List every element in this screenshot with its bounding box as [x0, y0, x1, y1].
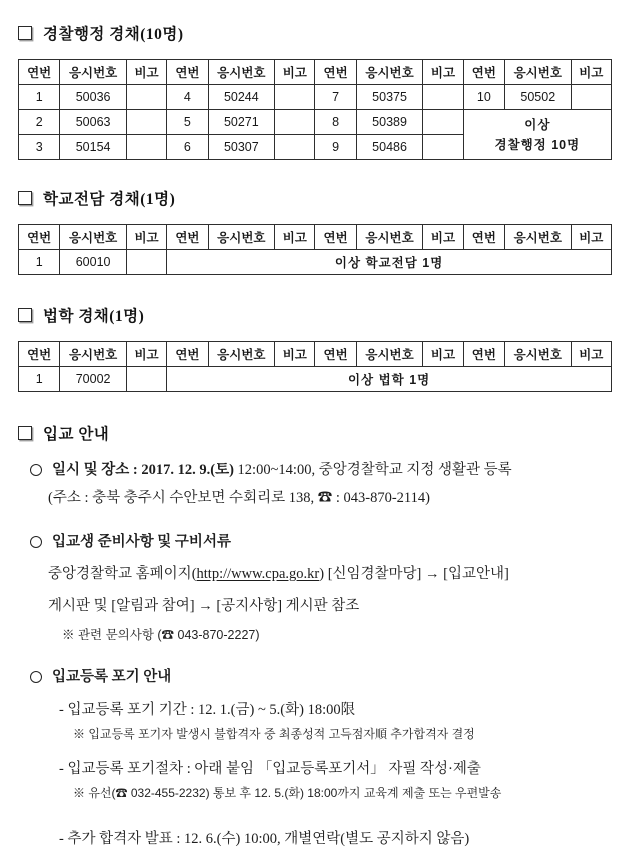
header-cell: 연번	[463, 225, 504, 250]
table-header-row	[19, 60, 612, 85]
header-cell: 응시번호	[60, 60, 127, 85]
cell: 50271	[208, 110, 275, 135]
table-row	[19, 110, 612, 135]
withdraw-heading-line	[30, 667, 629, 687]
cell	[126, 367, 166, 392]
table-summary-cell: 이상 법학 1명	[167, 367, 612, 392]
cell	[275, 110, 315, 135]
cell: 50486	[356, 135, 423, 160]
prep-board-line: 게시판 및 [알림과 참여] → [공지사항] 게시판 참조	[48, 598, 360, 614]
prep-contact-note: ※ 관련 문의사항 (☎ 043-870-2227)	[62, 628, 260, 642]
header-cell: 연번	[463, 60, 504, 85]
section-title-law	[18, 304, 629, 326]
datetime-location-line	[30, 460, 629, 480]
table-summary-cell	[463, 110, 611, 160]
header-cell: 연번	[19, 225, 60, 250]
cell	[275, 85, 315, 110]
header-cell: 연번	[19, 342, 60, 367]
header-cell: 응시번호	[505, 60, 572, 85]
cell	[423, 85, 463, 110]
cell: 50036	[60, 85, 127, 110]
section-title-admission	[18, 422, 629, 444]
address-line: (주소 : 충북 충주시 수안보면 수회리로 138, ☎ : 043-870-2114)	[48, 490, 430, 506]
cell: 50063	[60, 110, 127, 135]
header-cell: 비고	[571, 225, 611, 250]
withdraw-period-note: ※ 입교등록 포기자 발생시 불합격자 중 최종성적 고득점자順 추가합격자 결정	[73, 727, 475, 741]
header-cell: 응시번호	[60, 225, 127, 250]
cell: 10	[463, 85, 504, 110]
cell: 6	[167, 135, 208, 160]
header-cell: 비고	[571, 60, 611, 85]
withdraw-period-line: - 입교등록 포기 기간 : 12. 1.(금) ~ 5.(화) 18:00限	[59, 702, 356, 718]
cell: 50502	[505, 85, 572, 110]
additional-pass-line: - 추가 합격자 발표 : 12. 6.(수) 10:00, 개별연락(별도 공지하지 않음)	[59, 831, 470, 847]
header-cell: 연번	[463, 342, 504, 367]
table-row	[19, 367, 612, 392]
cell: 50389	[356, 110, 423, 135]
table-header-row	[19, 225, 612, 250]
header-cell: 응시번호	[60, 342, 127, 367]
header-cell: 응시번호	[208, 60, 275, 85]
header-cell: 비고	[126, 342, 166, 367]
cell: 50244	[208, 85, 275, 110]
header-cell: 비고	[126, 60, 166, 85]
cell	[423, 110, 463, 135]
section-title-text: 학교전담 경채(1명)	[43, 191, 176, 208]
summary-line-2: 경찰행정 10명	[494, 137, 581, 152]
cell	[126, 110, 166, 135]
datetime-text	[52, 460, 512, 480]
cell	[126, 85, 166, 110]
website-url-link[interactable]: http://www.cpa.go.kr	[196, 566, 320, 582]
header-cell: 응시번호	[356, 342, 423, 367]
cell	[423, 135, 463, 160]
header-cell: 비고	[275, 342, 315, 367]
section-title-text: 경찰행정 경채(10명)	[43, 26, 184, 43]
table-summary-cell: 이상 학교전담 1명	[167, 250, 612, 275]
header-cell: 연번	[167, 342, 208, 367]
police-admin-table	[18, 59, 612, 160]
header-cell: 응시번호	[356, 60, 423, 85]
cell: 4	[167, 85, 208, 110]
cell: 5	[167, 110, 208, 135]
section-title-police-admin	[18, 22, 629, 44]
cell	[275, 135, 315, 160]
cell	[126, 135, 166, 160]
square-bullet-icon	[18, 26, 32, 40]
cell: 50375	[356, 85, 423, 110]
datetime-rest: 12:00~14:00, 중앙경찰학교 지정 생활관 등록	[233, 462, 512, 478]
cell: 2	[19, 110, 60, 135]
circle-bullet-icon	[30, 671, 42, 683]
datetime-date: 2017. 12. 9.(토)	[141, 462, 234, 478]
cell: 8	[315, 110, 356, 135]
header-cell: 연번	[315, 60, 356, 85]
square-bullet-icon	[18, 191, 32, 205]
header-cell: 연번	[19, 60, 60, 85]
square-bullet-icon	[18, 426, 32, 440]
section-title-text: 입교 안내	[43, 426, 110, 443]
header-cell: 연번	[167, 60, 208, 85]
header-cell: 응시번호	[208, 225, 275, 250]
prep-heading-text: 입교생 준비사항 및 구비서류	[52, 534, 231, 550]
header-cell: 비고	[571, 342, 611, 367]
header-cell: 비고	[423, 60, 463, 85]
section-title-text: 법학 경채(1명)	[43, 308, 145, 325]
header-cell: 비고	[126, 225, 166, 250]
table-header-row	[19, 342, 612, 367]
header-cell: 연번	[315, 225, 356, 250]
cell	[571, 85, 611, 110]
cell: 9	[315, 135, 356, 160]
section-title-school	[18, 187, 629, 209]
prep-heading-line	[30, 532, 629, 552]
header-cell: 비고	[275, 225, 315, 250]
school-table	[18, 224, 612, 275]
header-cell: 연번	[315, 342, 356, 367]
header-cell: 응시번호	[505, 342, 572, 367]
header-cell: 응시번호	[208, 342, 275, 367]
prep-homepage-line	[48, 564, 629, 584]
circle-bullet-icon	[30, 464, 42, 476]
withdraw-procedure-note: ※ 유선(☎ 032-455-2232) 통보 후 12. 5.(화) 18:00까지 교육계 제출 또는 우편발송	[73, 786, 502, 800]
cell: 1	[19, 250, 60, 275]
cell: 1	[19, 85, 60, 110]
square-bullet-icon	[18, 308, 32, 322]
header-cell: 비고	[423, 342, 463, 367]
table-row	[19, 250, 612, 275]
prep-line1-pre: 중앙경찰학교 홈페이지(	[48, 566, 197, 582]
cell: 70002	[60, 367, 127, 392]
datetime-label: 일시 및 장소 :	[52, 462, 142, 478]
circle-bullet-icon	[30, 536, 42, 548]
header-cell: 비고	[423, 225, 463, 250]
cell: 1	[19, 367, 60, 392]
header-cell: 연번	[167, 225, 208, 250]
cell: 50307	[208, 135, 275, 160]
cell: 3	[19, 135, 60, 160]
law-table	[18, 341, 612, 392]
cell: 60010	[60, 250, 127, 275]
header-cell: 응시번호	[356, 225, 423, 250]
table-row	[19, 85, 612, 110]
withdraw-heading-text: 입교등록 포기 안내	[52, 669, 172, 685]
cell	[126, 250, 166, 275]
prep-line1-post: ) [신임경찰마당] → [입교안내]	[319, 566, 509, 582]
cell: 7	[315, 85, 356, 110]
withdraw-procedure-line: - 입교등록 포기절차 : 아래 붙임 「입교등록포기서」 자필 작성·제출	[59, 761, 481, 777]
header-cell: 응시번호	[505, 225, 572, 250]
cell: 50154	[60, 135, 127, 160]
summary-line-1: 이상	[524, 117, 551, 132]
header-cell: 비고	[275, 60, 315, 85]
